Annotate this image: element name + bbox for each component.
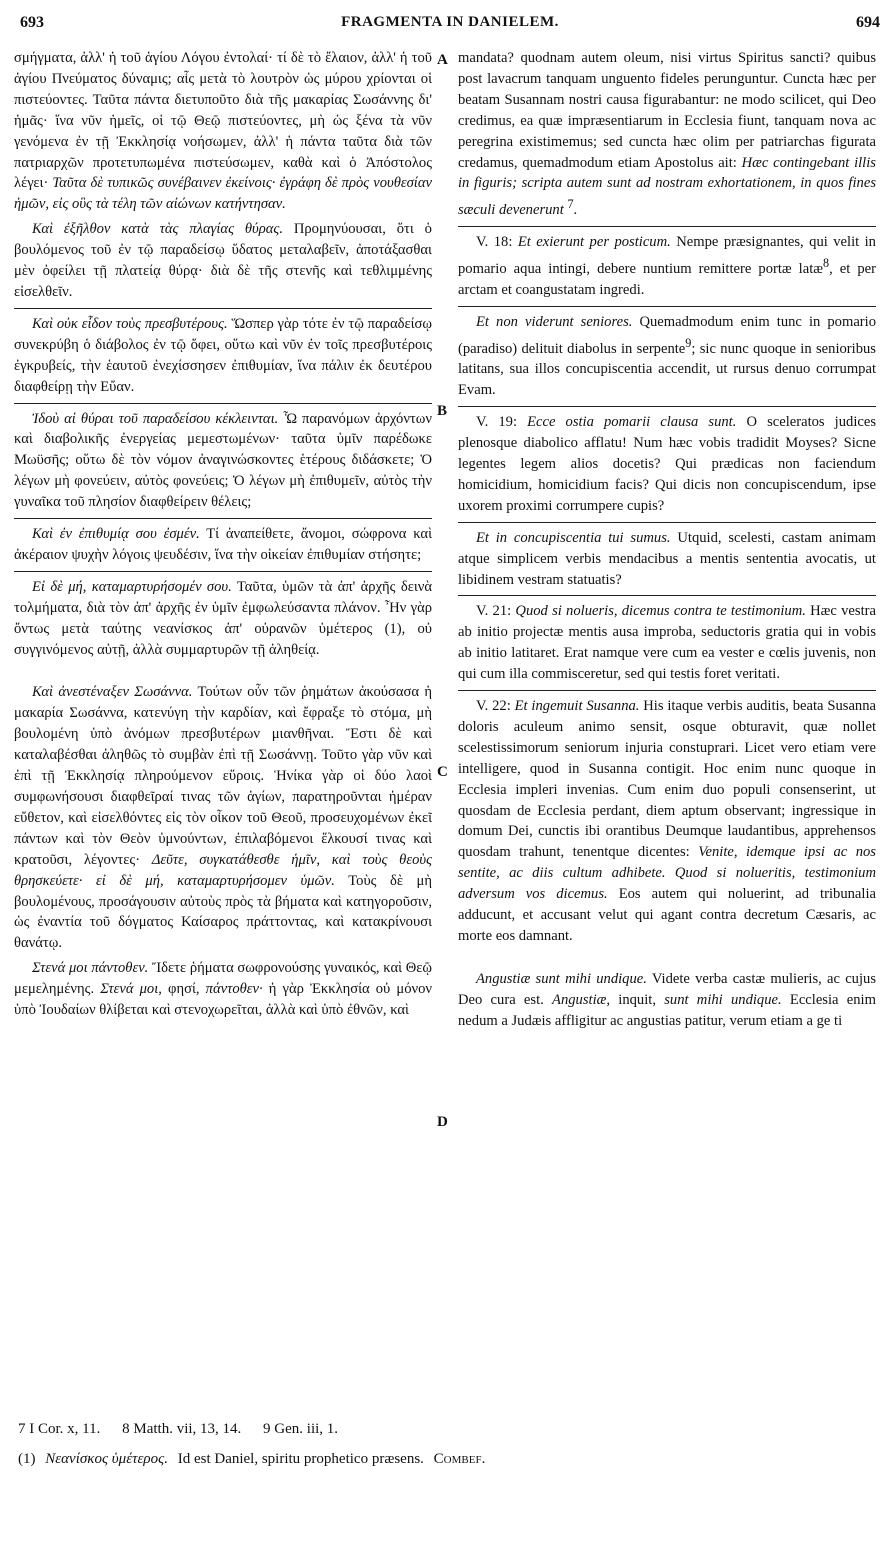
latin-text: O sceleratos judices plenosque diabolico afflatu! Num hæc vobis tradidit Moyses? Sicne legentes legem alios docetis? Qui prædicas non faciendum homicidium, homicidium facis? Qui dicis non concupiscendum, ipse uxorem proximi corrumpere cupis? xyxy=(458,414,876,514)
latin-lemma: Et non viderunt seniores. xyxy=(476,313,633,330)
latin-paragraph xyxy=(458,232,876,301)
latin-text: Ecclesia enim nedum a Judæis affligitur ac angustias patitur, verum etiam a ge ti xyxy=(458,991,876,1029)
note-number: (1) xyxy=(18,1451,36,1467)
greek-quotation: Ταῦτα δὲ τυπικῶς συνέβαινεν ἐκείνοις· ἐγράφη δὲ πρὸς νουθεσίαν ἡμῶν, εἰς οὓς τὰ τέλη τῶν αἰώνων κατήντησαν. xyxy=(14,175,432,213)
note-text: Id est Daniel, spiritu prophetico præsens. xyxy=(177,1451,424,1467)
greek-text: Ταῦτα, ὑμῶν τὰ ἀπ' ἀρχῆς δεινὰ τολμήματα, διὰ τὸν ἀπ' ἀρχῆς ἐν ὑμῖν ἐμφωλεύσαντα πλάνον. Ἦν γὰρ ὄντως μετὰ ταύτης νεανίσκος ἀπ' οὐρανῶν ὑμέτερος (1), οὐ συγγινόμενος αὐτῇ, ἀλλὰ συμμαρτυρῶν τῇ ἀληθείᾳ. xyxy=(14,578,432,658)
footnote-ref-8: 8 Matth. vii, 13, 14. xyxy=(122,1421,242,1437)
footnote-ref: 7 xyxy=(567,197,574,212)
greek-lemma: Καὶ ἀνεστέναξεν Σωσάννα. xyxy=(32,684,193,701)
latin-paragraph: mandata? quodnam autem oleum, nisi virtus Spiritus sancti? quibus post lavacrum tanquam unguento fideles perunguntur. Cuncta hæc per beatam Susannam nostri causa figurabantur: ne modo scilicet, qui Deo credimus, ea quæ impræsentiarum in Ecclesia fiunt, tanquam nova ac peregrina existimemus; sed cuncta hæc olim per patriarchas figurata credamus, quemadmodum etiam Apostolus ait: Hæc contingebant illis in figuris; scripta autem sunt ad nostram exhortationem, in quos fines sæculi devenerunt $^7$. xyxy=(458,50,876,219)
latin-lemma: Et in concupiscentia tui sumus. xyxy=(476,529,671,546)
latin-lemma: Quod si nolueris, dicemus contra te testimonium. xyxy=(515,603,806,620)
greek-paragraph xyxy=(14,577,432,661)
page-header xyxy=(20,14,880,40)
latin-paragraph xyxy=(458,696,876,947)
greek-text: Ὦ παρανόμων ἀρχόντων καὶ διαβολικῆς ἐνεργείας μεμεστωμένων· ταῦτα ὑμῖν παρέδωκε Μωϋσῆς; οὕτω δὲ τὸν νόμον ἀναγινώσκοντες ἑτέρους διδάσκετε; Ὁ λέγων μὴ φονεύειν, αὐτὸς φονεύεις; Ὁ λέγων μὴ ἐπιθυμεῖν, αὐτὸς τὴν γυναῖκα τοῦ πλησίον διαφθείρειν θέλεις; xyxy=(14,410,432,511)
right-page-number: 694 xyxy=(856,14,880,31)
footnote-ref-9: 9 Gen. iii, 1. xyxy=(263,1421,339,1437)
greek-paragraph xyxy=(14,48,432,215)
footnotes xyxy=(18,1418,878,1478)
latin-paragraph xyxy=(458,312,876,401)
verse-label: V. 22: xyxy=(476,698,511,715)
greek-lemma: Εἰ δὲ μή, καταμαρτυρήσομέν σου. xyxy=(32,578,232,595)
margin-marker-a: A xyxy=(437,52,448,68)
section-divider xyxy=(14,518,432,519)
greek-text: φησί, xyxy=(168,981,200,998)
margin-marker-b: B xyxy=(437,403,448,419)
latin-quotation: sunt mihi undique. xyxy=(664,991,782,1008)
greek-quotation: Δεῦτε, συγκατάθεσθε ἡμῖν, καὶ τοὺς θεοὺς θρησκεύετε· εἰ δὲ μή, καταμαρτυρήσομεν ὑμῶν. xyxy=(14,851,432,889)
greek-lemma: Στενά μοι πάντοθεν. xyxy=(32,960,149,977)
greek-text: Ὥσπερ γὰρ τότε ἐν τῷ παραδείσῳ συνεκρύβη ὁ διάβολος ἐν τῷ ὄφει, οὕτω καὶ νῦν ἐν τοῖς πρεσβυτέροις ἐγκρυβείς, τὴν ἑαυτοῦ ἐνεχίσσησεν ἐπιθυμίαν, ἵνα πάλιν ἐκ δευτέρου διαφθείρῃ τὴν Εὔαν. xyxy=(14,315,432,395)
latin-quotation: Angustiæ, xyxy=(552,991,611,1008)
section-divider xyxy=(458,690,876,691)
verse-label: V. 21: xyxy=(476,603,512,620)
latin-text: Quemadmodum enim tunc in pomario (paradiso) delituit diabolus in serpente xyxy=(458,313,876,357)
greek-paragraph xyxy=(14,682,432,954)
editor-note xyxy=(18,1448,878,1470)
latin-text: Hæc vestra ab initio projectæ mentis ausa improba, seductoris gratia qui in vobis ab initio latitaret. Erat namque vere cum ea vester e cœlis juvenis, non qui cum illa commisceretur, sed qui testis foret veritati. xyxy=(458,603,876,683)
greek-lemma: Ἰδοὺ αἱ θύραι τοῦ παραδείσου κέκλεινται. xyxy=(32,410,279,427)
latin-paragraph xyxy=(458,969,876,1032)
section-divider xyxy=(458,306,876,307)
note-author: Combef. xyxy=(433,1451,486,1467)
latin-text: His itaque verbis auditis, beata Susanna doloris aculeum animo sensit, osque obturavit, quæ nollet scelestissimorum seniorum injuria constuprari. Licet vero etiam vere intelligere, quod in Susanna contigit. Hoc enim nunc quoque in Ecclesia impleri invenias. Cum enim duo populi consenserint, ut quosdam de Ecclesia perdant, diem aptum observant; ingressique in domum Dei, cunctis ibi orantibus Deumque laudantibus, apprehensos quosdam trahunt, tenentque dicentes: xyxy=(458,698,876,861)
footnote-ref: 9 xyxy=(685,335,692,350)
greek-text: Τί ἀναπείθετε, ἄνομοι, σώφρονα καὶ ἀκέραιον ψυχὴν λόγοις ψευδέσιν, ἵνα τὴν οἰκείαν ἐπιθυμίαν στήσητε; xyxy=(14,526,432,563)
greek-text: ἡ γὰρ Ἐκκλησία οὐ μόνον ὑπὸ Ἰουδαίων θλίβεται καὶ στενοχωρεῖται, ἀλλὰ καὶ ὑπὸ ἐθνῶν, καὶ xyxy=(14,981,432,1019)
section-divider xyxy=(458,522,876,523)
latin-text: Utquid, scelesti, castam animam atque simplicem verbis mendacibus a mentis sententia avocatis, ut libidinem vestram statuatis? xyxy=(458,529,876,588)
greek-lemma: Καὶ ἐξῆλθον κατὰ τὰς πλαγίας θύρας. xyxy=(32,221,283,238)
greek-text: Τοὺς δὲ μὴ βουλομένους, προσάγουσιν αὐτοὺς πρὸς τὰ βήματα καὶ κατηγοροῦσιν, ὡς ἐναντία τοῦ δόγματος Καίσαρος πράττοντας, καὶ κατακρίνουσι θανάτῳ. xyxy=(14,872,432,952)
section-divider xyxy=(14,308,432,309)
latin-text: ; sic nunc quoque in senioribus latitans, sua illos concupiscentia accendit, ut rursus denuo corrumpat Evam. xyxy=(458,340,876,399)
latin-text: Eos autem qui noluerint, ad tribunalia adducunt, et accusant velut qui agant contra decretum Cæsaris, ac morte eos damnant. xyxy=(458,886,876,945)
greek-quotation: Στενά μοι, xyxy=(100,981,162,998)
greek-lemma: Καὶ οὐκ εἶδον τοὺς πρεσβυτέρους. xyxy=(32,315,228,332)
footnote-ref-7: 7 I Cor. x, 11. xyxy=(18,1421,101,1437)
section-divider xyxy=(14,571,432,572)
latin-paragraph xyxy=(458,528,876,591)
latin-quotation: Venite, idemque ipsi ac nos sentite, ac diis cultum adhibete. Quod si nolueritis, testimonium adversum vos dicemus. xyxy=(458,844,876,903)
margin-marker-c: C xyxy=(437,764,448,780)
latin-text: Videte verba castæ mulieris, ac cujus Deo cura est. xyxy=(458,970,876,1008)
greek-text: Ἴδετε ῥήματα σωφρονούσης γυναικός, καὶ Θεῷ μεμελημένης. xyxy=(14,960,432,998)
footnote-ref: 8 xyxy=(823,256,830,271)
verse-label: V. 18: xyxy=(476,234,513,251)
greek-text: σμήγματα, ἀλλ' ἡ τοῦ ἁγίου Λόγου ἐντολαί· τί δὲ τὸ ἔλαιον, ἀλλ' ἡ τοῦ ἁγίου Πνεύματος δύναμις; αἷς μετὰ τὸ λουτρὸν ὡς μύρου χρίονται οἱ πιστεύοντες. Ταῦτα πάντα διετυποῦτο διὰ τῆς μακαρίας Σωσάννης δι' ἡμᾶς· ἵνα νῦν ἡμεῖς, οἱ τῷ Θεῷ πιστεύοντες, μὴ ὡς ξένα τὰ νῦν γενόμενα ἐν τῇ Ἐκκλησίᾳ νοήσωμεν, ἀλλ' ἡ πάντα ταῦτα διὰ τῶν πατριαρχῶν προτετυπωμένα πιστεύσωμεν, καθὰ καὶ ὁ Ἀπόστολος λέγει· xyxy=(14,50,432,192)
latin-column xyxy=(458,48,876,1398)
greek-text: Προμηνύουσαι, ὅτι ὁ βουλόμενος τοῦ ἐν τῷ παραδείσῳ ὕδατος μεταλαβεῖν, ἀποτάξασθαι μὲν ὀφείλει τῇ πλατείᾳ θύρᾳ· διὰ δὲ τῆς στενῆς καὶ τεθλιμμένης εἰσελθεῖν. xyxy=(14,221,432,300)
latin-lemma: Et ingemuit Susanna. xyxy=(514,698,640,715)
latin-text: mandata? quodnam autem oleum, nisi virtus Spiritus sancti? quibus post lavacrum tanquam unguento fideles perunguntur. Cuncta hæc per beatam Susannam nostri causa figurabantur: ne modo scilicet, qui Deo credimus, ea quæ impræsentiarum in Ecclesia fiunt, tanquam nova ac peregrina existimemus; sed cuncta hæc olim per patriarchas figurata credamus, quemadmodum etiam Apostolus ait: xyxy=(458,50,876,171)
latin-lemma: Et exierunt per posticum. xyxy=(517,234,671,251)
latin-lemma: Angustiæ sunt mihi undique. xyxy=(476,970,647,987)
verse-label: V. 19: xyxy=(476,414,518,431)
left-page-number: 693 xyxy=(20,14,44,31)
running-title: FRAGMENTA IN DANIELEM. xyxy=(341,14,559,30)
greek-lemma: Καὶ ἐν ἐπιθυμίᾳ σου ἐσμέν. xyxy=(32,526,200,543)
latin-paragraph xyxy=(458,412,876,517)
note-lemma: Νεανίσκος ὑμέτερος. xyxy=(45,1451,168,1467)
section-divider xyxy=(458,226,876,227)
greek-text: Τούτων οὖν τῶν ῥημάτων ἀκούσασα ἡ μακαρία Σωσάννα, κατενύγη τὴν καρδίαν, καὶ ἔφραξε τὸ στόμα, μὴ βουλομένη ὑπὸ ἀνόμων πρεσβυτέρων μιανθῆναι. Ἔστι δὲ καὶ καταλαβέσθαι ἀληθῶς τὸ συμβὰν ἐπὶ τῇ Σωσάννῃ. Τοῦτο γὰρ νῦν καὶ ἐπὶ τῇ Ἐκκλησίᾳ πληρούμενον εὕροις. Ἡνίκα γὰρ οἱ δύο λαοὶ συμφωνήσουσι διαφθεῖραί τινας τῶν ἁγίων, παρατηροῦνται ἡμέραν εὔθετον, καὶ εἰσελθόντες εἰς τὸν οἶκον τοῦ Θεοῦ, προσευχομένων ἐκεῖ πάντων καὶ τὸν Θεὸν ὑμνούντων, ἐπιλαβόμενοι ἕλκουσί τινας καὶ κρατοῦσι, λέγοντες· xyxy=(14,684,432,868)
greek-paragraph xyxy=(14,524,432,566)
latin-paragraph xyxy=(458,601,876,685)
latin-lemma: Ecce ostia pomarii clausa sunt. xyxy=(527,414,737,431)
greek-paragraph xyxy=(14,219,432,303)
section-divider xyxy=(458,406,876,407)
scripture-refs xyxy=(18,1418,878,1440)
margin-marker-d: D xyxy=(437,1114,448,1130)
latin-text: , et per arctam et coangustatam ingredi. xyxy=(458,260,876,298)
greek-column xyxy=(14,48,432,1398)
section-divider xyxy=(14,403,432,404)
latin-quotation: Hæc contingebant illis in figuris; scripta autem sunt ad nostram exhortationem, in quos fines sæculi devenerunt xyxy=(458,154,876,219)
greek-paragraph xyxy=(14,958,432,1021)
greek-paragraph xyxy=(14,314,432,398)
section-divider xyxy=(458,595,876,596)
greek-quotation: πάντοθεν· xyxy=(205,981,263,998)
greek-paragraph xyxy=(14,409,432,514)
latin-text: Nempe præsignantes, qui velit in pomario aqua intingi, debere nuntium remittere portæ latæ xyxy=(458,234,876,277)
latin-text: inquit, xyxy=(618,991,656,1008)
